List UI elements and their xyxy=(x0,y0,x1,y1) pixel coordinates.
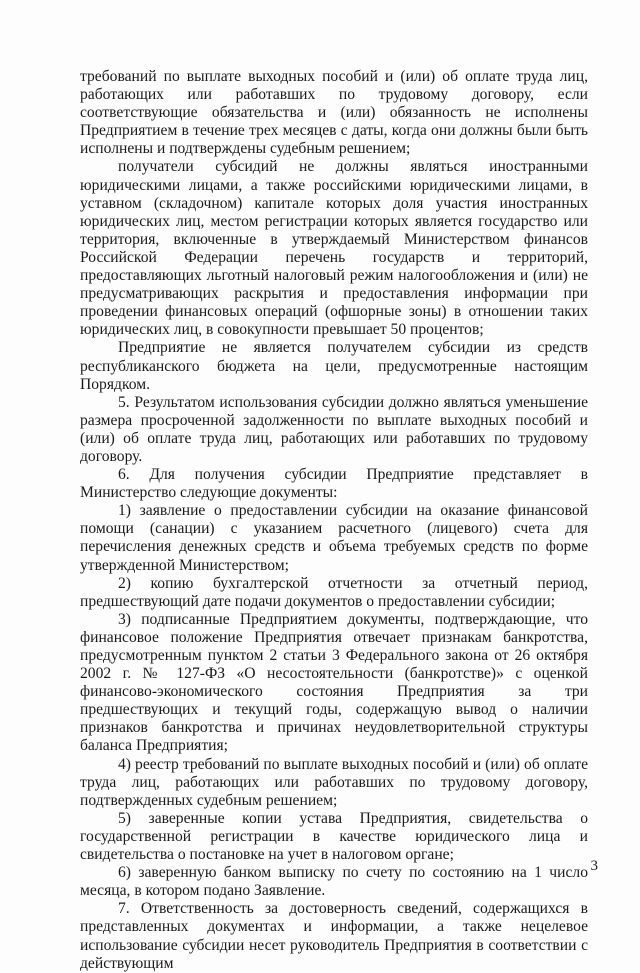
paragraph-10: 5) заверенные копии устава Предприятия, свидетельства о государственной регистрации в качестве юридического лица и свидетельства о постановке на учет в налоговом органе; xyxy=(80,809,588,864)
body-text xyxy=(80,68,588,973)
paragraph-8: 3) подписанные Предприятием документы, подтверждающие, что финансовое положение Предприятия отвечает признакам банкротства, предусмотренным пунктом 2 статьи 3 Федерального закона от 26 октября 2002 г. № 127-ФЗ «О несостоятельности (банкротстве)» с оценкой финансово-экономического состояния Предприятия за три предшествующих и текущий годы, содержащую вывод о наличии признаков банкротства и причинах неудовлетворительной структуры баланса Предприятия; xyxy=(80,610,588,755)
paragraph-11: 6) заверенную банком выписку по счету по состоянию на 1 число месяца, в котором подано Заявление. xyxy=(80,864,588,900)
paragraph-9: 4) реестр требований по выплате выходных пособий и (или) об оплате труда лиц, работающих или работавших по трудовому договору, подтвержденных судебным решением; xyxy=(80,755,588,809)
paragraph-1: требований по выплате выходных пособий и (или) об оплате труда лиц, работающих или работавших по трудовому договору, если соответствующие обязательства и (или) обязанность не исполнены Предприятием в течение трех месяцев с даты, когда они должны были быть исполнены и подтверждены судебным решением; xyxy=(80,68,588,158)
paragraph-12: 7. Ответственность за достоверность сведений, содержащихся в представленных документах и информации, а также нецелевое использование субсидии несет руководитель Предприятия в соответствии с действующим xyxy=(80,900,588,972)
paragraph-3: Предприятие не является получателем субсидии из средств республиканского бюджета на цели, предусмотренные настоящим Порядком. xyxy=(80,339,588,393)
paragraph-4: 5. Результатом использования субсидии должно являться уменьшение размера просроченной задолженности по выплате выходных пособий и (или) об оплате труда лиц, работающих или работавших по трудовому договору. xyxy=(80,393,588,465)
page-number: 3 xyxy=(590,858,598,874)
paragraph-7: 2) копию бухгалтерской отчетности за отчетный период, предшествующий дате подачи документов о предоставлении субсидии; xyxy=(80,574,588,610)
paragraph-6: 1) заявление о предоставлении субсидии на оказание финансовой помощи (санации) с указанием расчетного (лицевого) счета для перечисления денежных средств и объема требуемых средств по форме утвержденной Министерством; xyxy=(80,502,588,574)
paragraph-5: 6. Для получения субсидии Предприятие представляет в Министерство следующие документы: xyxy=(80,466,588,502)
paragraph-2: получатели субсидий не должны являться иностранными юридическими лицами, а также российскими юридическими лицами, в уставном (складочном) капитале которых доля участия иностранных юридических лиц, местом регистрации которых является государство или территория, включенные в утверждаемый Министерством финансов Российской Федерации перечень государств и территорий, предоставляющих льготный налоговый режим налогообложения и (или) не предусматривающих раскрытия и предоставления информации при проведении финансовых операций (офшорные зоны) в отношении таких юридических лиц, в совокупности превышает 50 процентов; xyxy=(80,158,588,339)
